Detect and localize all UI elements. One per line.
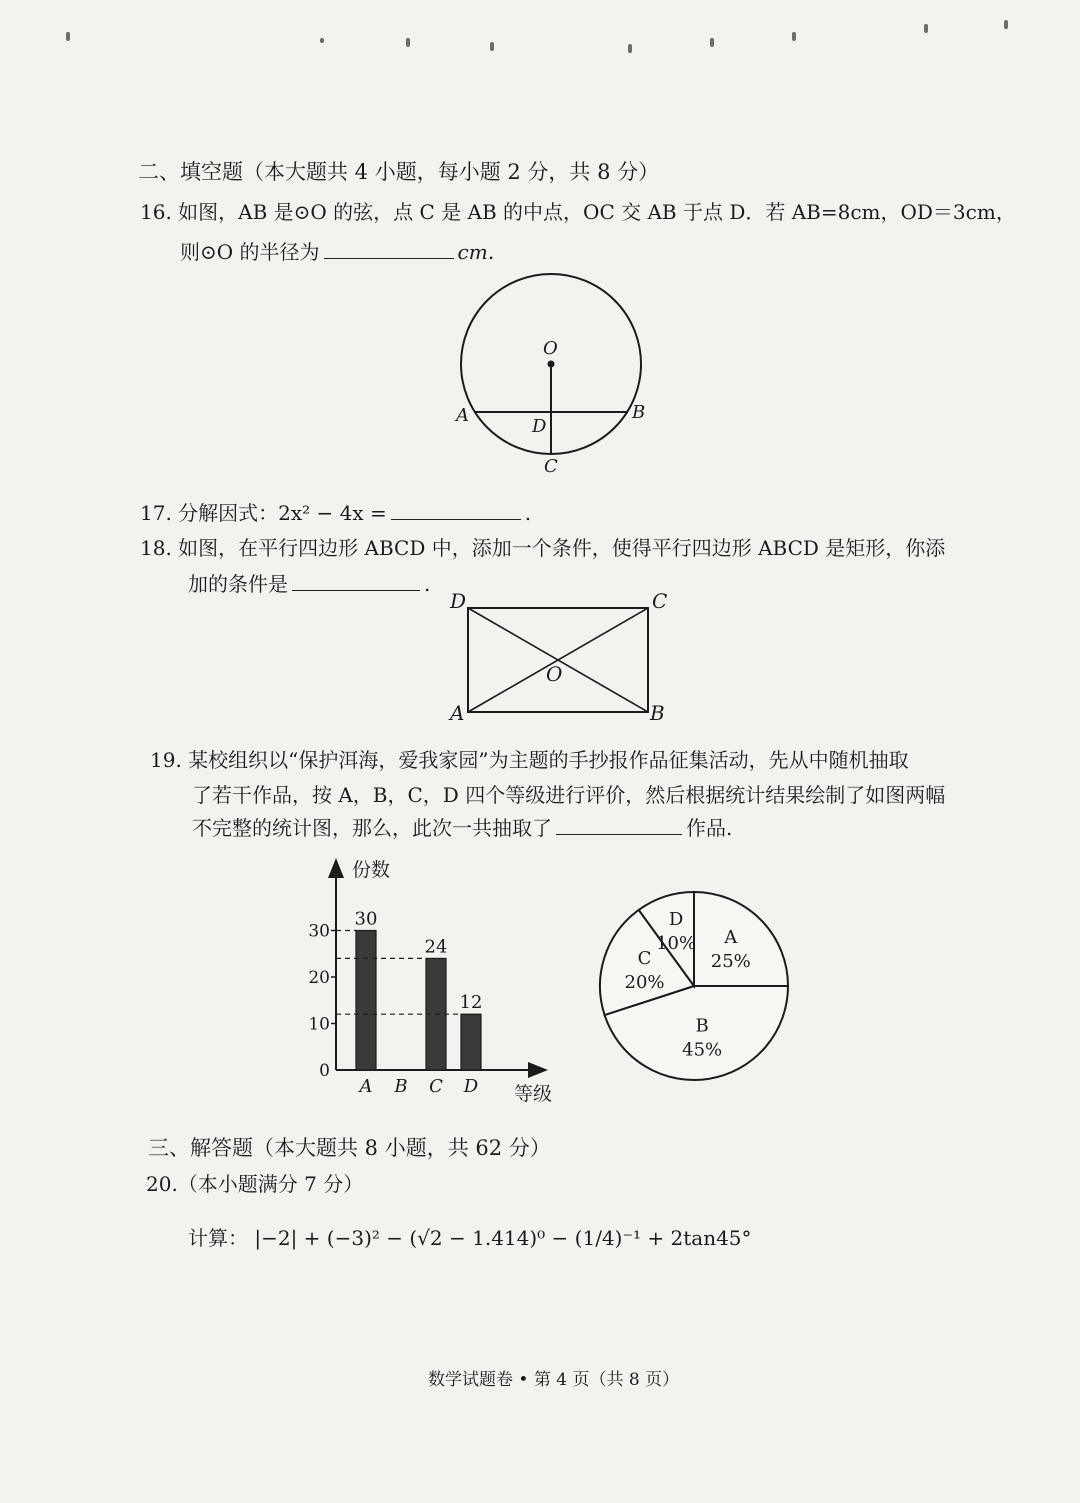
slice-value-label: 25% — [710, 951, 751, 973]
data-label: 12 — [459, 992, 483, 1014]
pie-chart — [596, 888, 796, 1088]
x-axis-label: 等级 — [514, 1083, 553, 1105]
q19-number: 19. — [150, 748, 182, 772]
label-b: B — [632, 402, 646, 423]
slice-value-label: 20% — [624, 971, 665, 993]
scan-speck — [490, 42, 494, 51]
q19-answer-blank[interactable] — [556, 833, 682, 835]
q20-prompt: 计算： — [188, 1226, 248, 1250]
label-o: O — [546, 662, 563, 686]
label-a: A — [450, 701, 465, 725]
label-o: O — [543, 338, 558, 359]
q16-line2 — [180, 236, 508, 265]
label-a: A — [456, 405, 469, 426]
slice-label: A — [724, 927, 738, 949]
q18-text: 如图，在平行四边形 ABCD 中，添加一个条件，使得平行四边形 ABCD 是矩形，你添 — [178, 536, 946, 560]
x-tick-label: C — [429, 1076, 443, 1097]
x-tick-label: A — [359, 1076, 373, 1097]
y-tick-label: 10 — [308, 1014, 330, 1035]
scan-speck — [628, 44, 632, 53]
label-d: D — [532, 416, 547, 437]
scan-speck — [406, 38, 410, 47]
scan-speck — [320, 38, 324, 43]
slice-label: C — [637, 947, 652, 969]
scan-speck — [1004, 20, 1008, 29]
q20-number: 20. — [146, 1172, 178, 1196]
q18-number: 18. — [140, 536, 172, 560]
slice-value-label: 45% — [682, 1039, 723, 1061]
scan-speck — [66, 32, 70, 41]
q16-line1 — [140, 196, 1016, 225]
q17-answer-blank[interactable] — [391, 518, 521, 520]
page-footer: 数学试题卷 • 第 4 页（共 8 页） — [428, 1370, 680, 1390]
q18-suffix: . — [424, 572, 431, 596]
q17 — [140, 497, 531, 526]
q17-text: 分解因式：2x² − 4x = — [178, 501, 387, 525]
q17-suffix: . — [524, 501, 532, 525]
scan-speck — [792, 32, 796, 41]
q20-line — [188, 1222, 752, 1251]
q16-line2-suffix: cm． — [457, 240, 508, 264]
q18-line1 — [140, 532, 945, 561]
q20-points: （本小题满分 7 分） — [177, 1172, 364, 1196]
y-tick-label: 30 — [308, 921, 330, 942]
label-c: C — [652, 589, 668, 613]
center-point — [548, 361, 555, 368]
slice-label: B — [695, 1015, 709, 1037]
data-label: 30 — [354, 908, 378, 930]
y-tick-label: 20 — [308, 968, 330, 988]
q20-expression: |−2| + (−3)² − (√2 − 1.414)⁰ − (1/4)⁻¹ + 2tan45° — [254, 1226, 752, 1250]
q16-answer-blank[interactable] — [324, 257, 454, 259]
x-tick-label: B — [394, 1076, 408, 1097]
q18-rectangle-figure — [440, 586, 680, 726]
data-label: 24 — [424, 936, 448, 958]
slice-value-label: 10% — [656, 932, 697, 954]
q20-header — [146, 1168, 363, 1197]
q19-line2: 了若干作品，按 A，B，C，D 四个等级进行评价，然后根据统计结果绘制了如图两幅 — [192, 783, 946, 807]
q18-answer-blank[interactable] — [292, 589, 420, 591]
q16-text: 如图，AB 是⊙O 的弦，点 C 是 AB 的中点，OC 交 AB 于点 D．若 AB=8cm，OD＝3cm， — [178, 200, 1016, 224]
q19-text-1: 某校组织以“保护洱海，爱我家园”为主题的手抄报作品征集活动，先从中随机抽取 — [188, 748, 909, 772]
q18-line2 — [188, 568, 430, 597]
section-3-title: 三、解答题（本大题共 8 小题，共 62 分） — [148, 1136, 551, 1160]
bar-a — [356, 931, 376, 1071]
q19-line3-prefix: 不完整的统计图，那么，此次一共抽取了 — [192, 816, 552, 840]
x-tick-label: D — [463, 1076, 479, 1097]
q19-line3-suffix: 作品. — [686, 816, 733, 840]
q17-number: 17. — [140, 501, 172, 525]
label-b: B — [650, 701, 665, 725]
slice-label: D — [668, 908, 684, 930]
q18-line2-prefix: 加的条件是 — [188, 572, 288, 596]
q16-circle-figure — [450, 262, 650, 482]
scan-speck — [924, 24, 928, 33]
label-d: D — [450, 589, 467, 613]
q19-line3 — [192, 812, 732, 841]
label-c: C — [544, 456, 558, 477]
q16-number: 16. — [140, 200, 172, 224]
y-tick-label: 0 — [319, 1061, 330, 1081]
y-axis-label: 份数 — [352, 859, 391, 881]
q16-line2-prefix: 则⊙O 的半径为 — [180, 240, 320, 264]
section-2-title: 二、填空题（本大题共 4 小题，每小题 2 分，共 8 分） — [138, 160, 660, 184]
bar-chart — [300, 850, 570, 1110]
bar-d — [461, 1014, 481, 1070]
scan-speck — [710, 38, 714, 47]
q19-line1 — [150, 744, 909, 773]
